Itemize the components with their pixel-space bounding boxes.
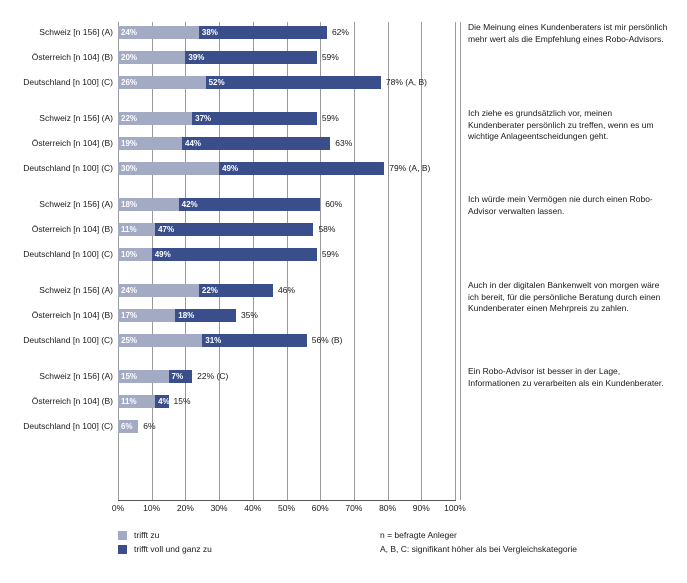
bar-row-bars: [118, 334, 455, 347]
bar-row-bars: [118, 198, 455, 211]
statement-text: Die Meinung eines Kundenberaters ist mir persönlich mehr wert als die Empfehlung eines Robo-Advisors.: [468, 22, 668, 44]
bar-segment-label-light: 24%: [121, 286, 138, 295]
bar-segment-trifft-voll-und-ganz-zu: [155, 223, 313, 236]
bar-segment-label-dark: 7%: [171, 372, 184, 381]
x-tick-label: 60%: [311, 503, 329, 513]
bar-row: [0, 223, 687, 236]
bar-segment-label-light: 25%: [121, 336, 138, 345]
bar-row-bars: [118, 137, 455, 150]
bar-row-label: Österreich [n 104] (B): [31, 138, 113, 148]
bar-row-bars: [118, 162, 455, 175]
bar-row: [0, 420, 687, 433]
bar-row: [0, 76, 687, 89]
bar-total-label: 62%: [331, 27, 349, 37]
bar-row-label: Schweiz [n 156] (A): [39, 199, 113, 209]
bar-row-label: Deutschland [n 100] (C): [23, 335, 113, 345]
bar-segment-label-dark: 49%: [222, 164, 239, 173]
bar-row-label: Österreich [n 104] (B): [31, 52, 113, 62]
bar-row: [0, 162, 687, 175]
bar-segment-label-light: 18%: [121, 200, 138, 209]
bar-segment-label-dark: 22%: [201, 286, 218, 295]
bar-row-label: Schweiz [n 156] (A): [39, 113, 113, 123]
x-tick-label: 10%: [143, 503, 161, 513]
bar-row-bars: [118, 395, 455, 408]
legend-swatch-light: [118, 531, 127, 540]
statement-text: Ich ziehe es grundsätzlich vor, meinen Kundenberater persönlich zu treffen, wenn es um wichtige Anlageentscheidungen geht.: [468, 108, 654, 141]
x-tick-label: 90%: [412, 503, 430, 513]
bar-total-label: 6%: [143, 421, 156, 431]
bar-segment-trifft-voll-und-ganz-zu: [219, 162, 384, 175]
bar-segment-label-light: 11%: [121, 397, 137, 406]
bar-total-label: 15%: [173, 396, 191, 406]
bar-segment-trifft-voll-und-ganz-zu: [185, 51, 316, 64]
bar-segment-trifft-voll-und-ganz-zu: [152, 248, 317, 261]
bar-row-label: Deutschland [n 100] (C): [23, 421, 113, 431]
bar-segment-trifft-voll-und-ganz-zu: [206, 76, 381, 89]
bar-segment-label-light: 11%: [121, 225, 137, 234]
bar-total-label: 63%: [335, 138, 353, 148]
bar-segment-label-dark: 44%: [185, 139, 202, 148]
x-axis: [118, 500, 456, 501]
bar-segment-label-dark: 18%: [178, 311, 195, 320]
bar-segment-label-light: 19%: [121, 139, 138, 148]
bar-segment-label-light: 24%: [121, 28, 138, 37]
bar-row: [0, 395, 687, 408]
x-tick-label: 80%: [379, 503, 397, 513]
bar-row-bars: [118, 223, 455, 236]
bar-total-label: 35%: [240, 310, 258, 320]
x-tick-label: 40%: [244, 503, 262, 513]
bar-total-label: 59%: [321, 249, 339, 259]
bar-total-label: 60%: [325, 199, 343, 209]
x-tick-label: 70%: [345, 503, 363, 513]
bar-row-bars: [118, 248, 455, 261]
bar-row-bars: [118, 76, 455, 89]
statement-text: Auch in der digitalen Bankenwelt von morgen wäre ich bereit, für die persönliche Beratung durch einen Kundenberater einen Mehrpreis zu zahlen.: [468, 280, 661, 313]
bar-row-label: Schweiz [n 156] (A): [39, 27, 113, 37]
bar-total-label: 46%: [278, 285, 296, 295]
bar-row-label: Deutschland [n 100] (C): [23, 163, 113, 173]
x-tick-label: 100%: [444, 503, 466, 513]
bar-segment-label-light: 20%: [121, 53, 138, 62]
bar-row-bars: [118, 51, 455, 64]
bar-segment-label-light: 30%: [121, 164, 138, 173]
bar-row-label: Deutschland [n 100] (C): [23, 249, 113, 259]
legend-note-significance: A, B, C: signifikant höher als bei Vergleichskategorie: [380, 544, 578, 554]
bar-total-label: 79% (A, B): [389, 163, 431, 173]
bar-segment-label-light: 17%: [121, 311, 138, 320]
bar-row-bars: [118, 309, 455, 322]
bar-row-label: Österreich [n 104] (B): [31, 396, 113, 406]
bar-row-label: Österreich [n 104] (B): [31, 310, 113, 320]
bar-total-label: 58%: [318, 224, 336, 234]
bar-segment-label-light: 15%: [121, 372, 138, 381]
bar-segment-label-dark: 38%: [201, 28, 218, 37]
legend-label-light: trifft zu: [134, 530, 160, 540]
x-tick-label: 20%: [176, 503, 194, 513]
statement-text: Ich würde mein Vermögen nie durch einen Robo-Advisor verwalten lassen.: [468, 194, 653, 216]
x-tick-label: 30%: [210, 503, 228, 513]
bar-segment-label-light: 22%: [121, 114, 138, 123]
legend-label-dark: trifft voll und ganz zu: [134, 544, 212, 554]
bar-total-label: 22% (C): [197, 371, 229, 381]
bar-row-bars: [118, 284, 455, 297]
bar-segment-label-dark: 42%: [181, 200, 198, 209]
bar-total-label: 56% (B): [311, 335, 343, 345]
bar-row: [0, 248, 687, 261]
bar-row-label: Schweiz [n 156] (A): [39, 371, 113, 381]
statement-text: Ein Robo-Advisor ist besser in der Lage, Informationen zu verarbeiten als ein Kundenberater.: [468, 366, 664, 388]
bar-row-bars: [118, 112, 455, 125]
bar-segment-trifft-voll-und-ganz-zu: [179, 198, 321, 211]
bar-segment-label-light: 10%: [121, 250, 138, 259]
x-tick-label: 0%: [111, 503, 125, 513]
bar-segment-label-dark: 49%: [154, 250, 171, 259]
bar-segment-trifft-voll-und-ganz-zu: [182, 137, 330, 150]
bar-segment-label-dark: 37%: [195, 114, 212, 123]
bar-row-label: Österreich [n 104] (B): [31, 224, 113, 234]
bar-segment-label-light: 6%: [121, 422, 133, 431]
bar-segment-label-light: 26%: [121, 78, 138, 87]
bar-total-label: 78% (A, B): [385, 77, 427, 87]
x-tick-label: 50%: [277, 503, 295, 513]
bar-row-bars: [118, 420, 455, 433]
bar-segment-label-dark: 4%: [158, 397, 170, 406]
bar-segment-label-dark: 52%: [208, 78, 225, 87]
bar-total-label: 59%: [321, 52, 339, 62]
bar-row-bars: [118, 26, 455, 39]
legend-note-n: n = befragte Anleger: [380, 530, 457, 540]
bar-total-label: 59%: [321, 113, 339, 123]
bar-row-bars: [118, 370, 455, 383]
bar-segment-label-dark: 39%: [188, 53, 205, 62]
bar-segment-trifft-voll-und-ganz-zu: [199, 26, 327, 39]
bar-segment-label-dark: 47%: [158, 225, 175, 234]
bar-row-label: Deutschland [n 100] (C): [23, 77, 113, 87]
bar-row: [0, 334, 687, 347]
legend-swatch-dark: [118, 545, 127, 554]
bar-segment-label-dark: 31%: [205, 336, 222, 345]
bar-row-label: Schweiz [n 156] (A): [39, 285, 113, 295]
bar-row: [0, 51, 687, 64]
